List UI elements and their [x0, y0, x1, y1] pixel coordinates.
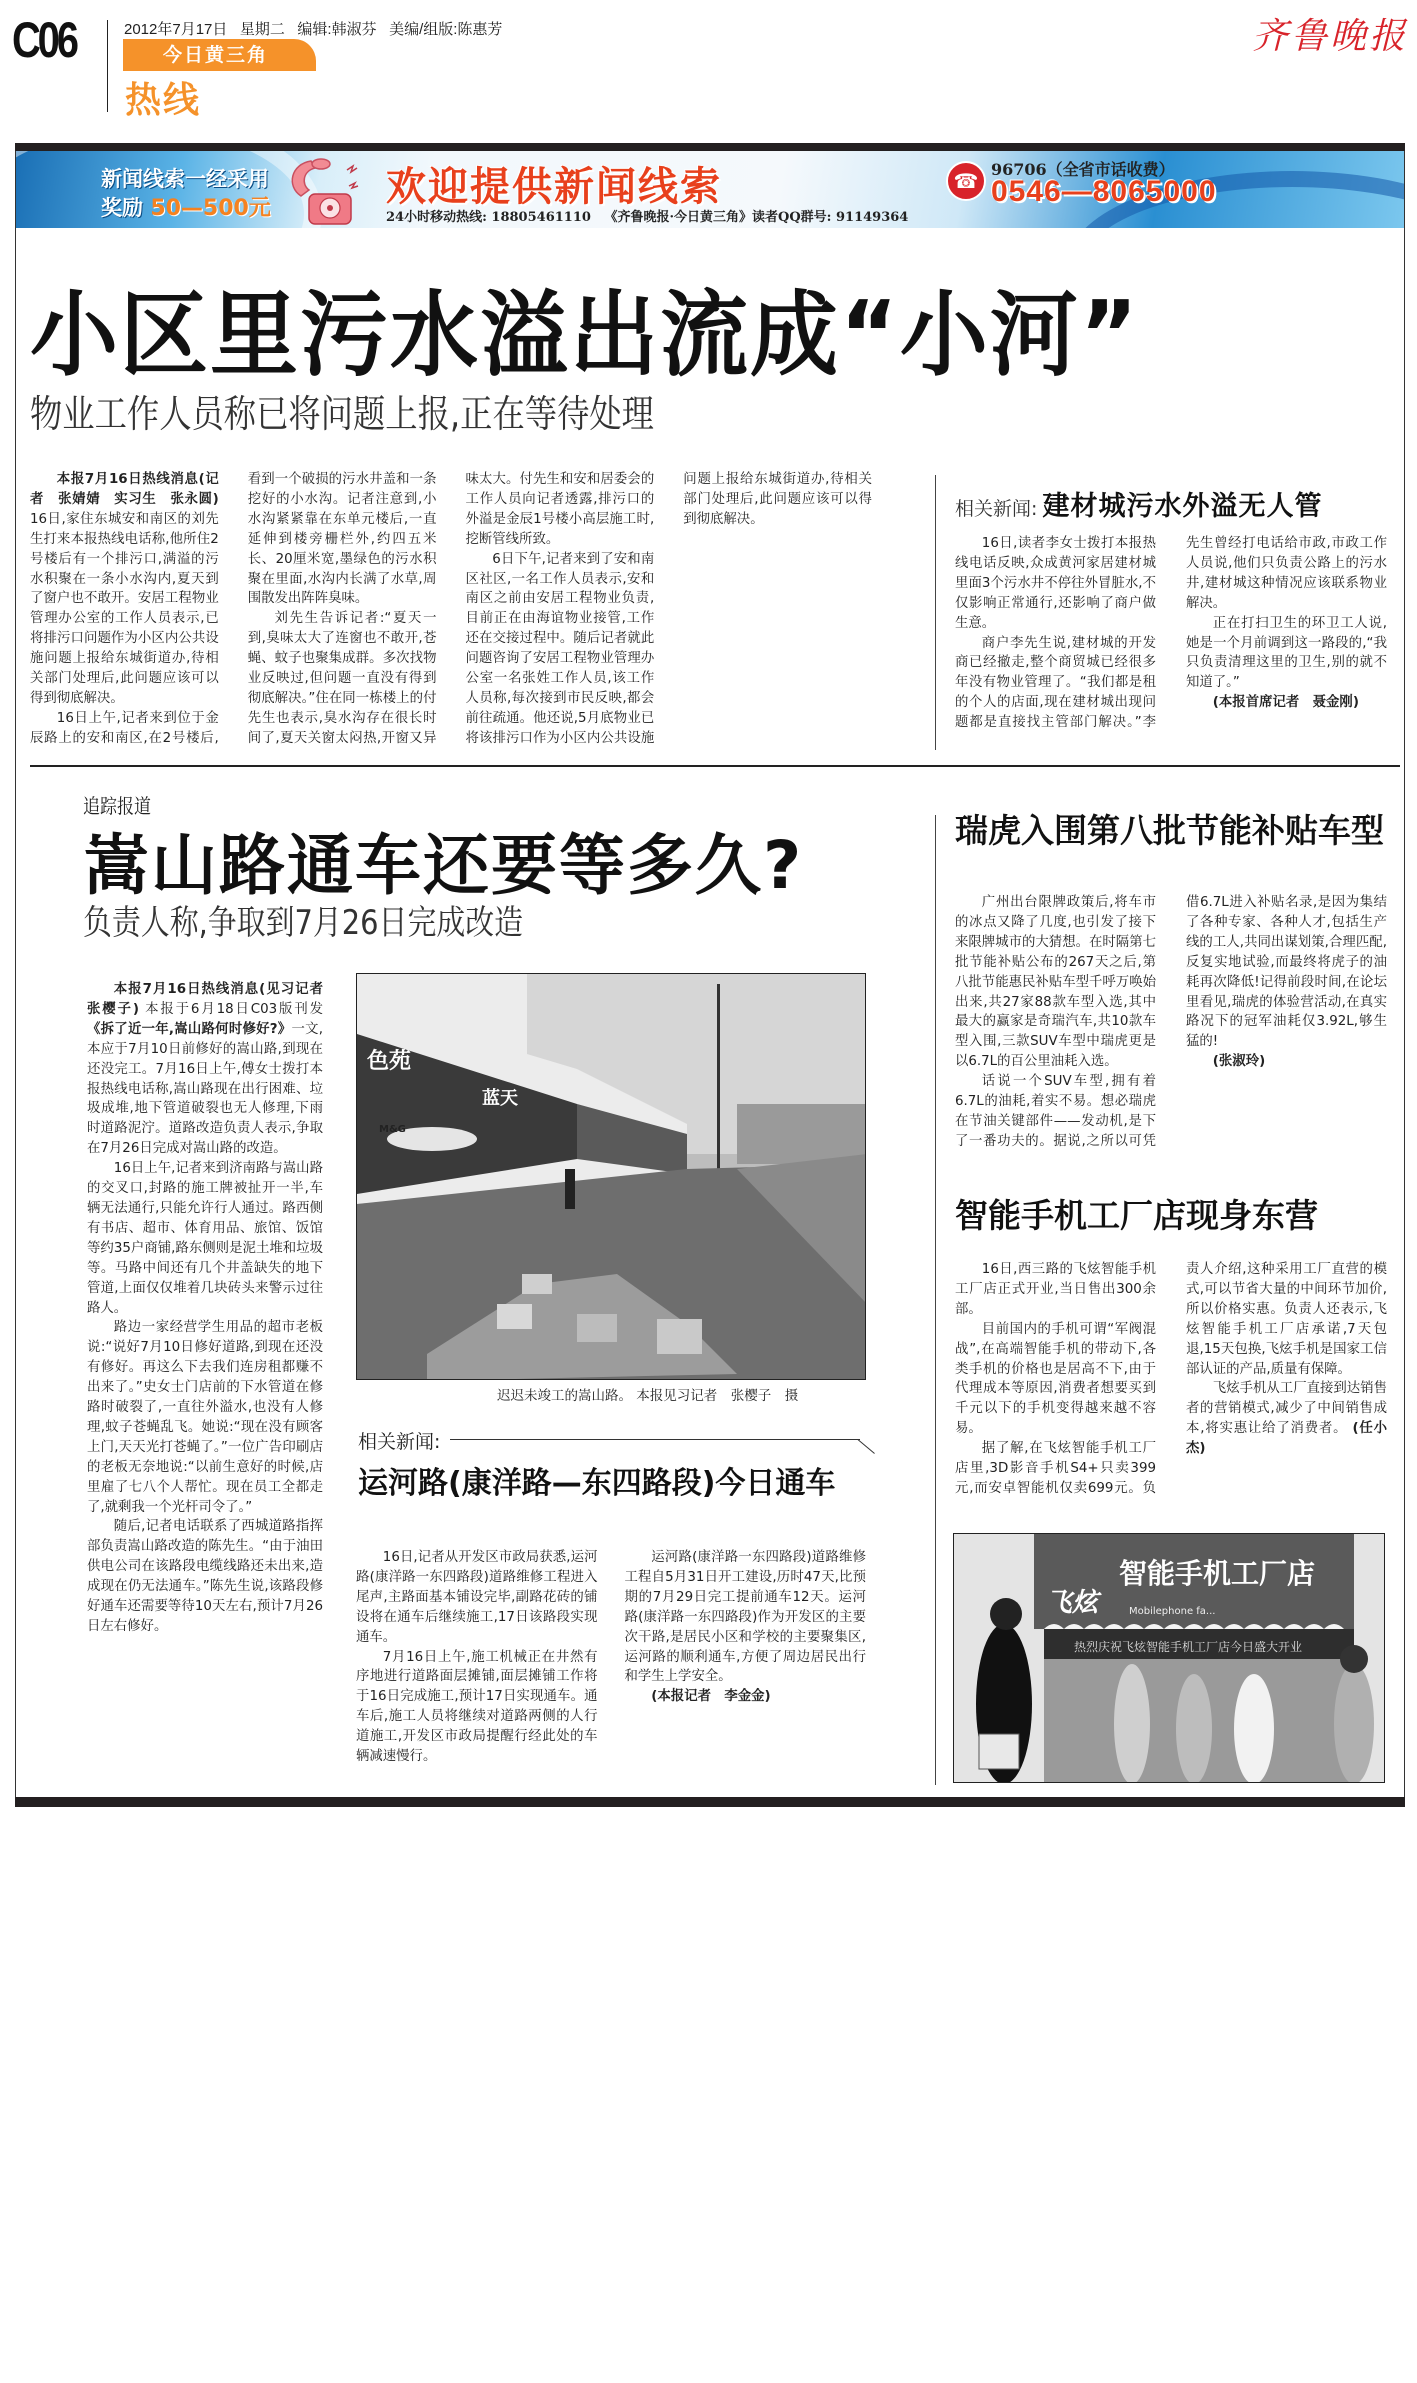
related2-paragraph: 运河路(康洋路一东四路段)道路维修工程自5月31日开工建设,历时47天,比预期的7月29日完工提前通车12天。运河路(康洋路一东四路段)作为开发区的主要次干路,是居民小区和学校的主要聚集区,运河路的顺利通车,方便了周边居民出行和学生上学安全。 — [624, 1550, 866, 1685]
shop-sign-text: 蓝天 — [482, 1088, 518, 1109]
related1-body — [955, 534, 1387, 752]
story4-paragraph: 16日,西三路的飞炫智能手机工厂店正式开业,当日售出300余部。 — [955, 1262, 1156, 1317]
related2-title: 运河路(康洋路—东四路段)今日通车 — [358, 1466, 836, 1501]
related1-credit: (本报首席记者 聂金刚) — [1212, 695, 1359, 711]
top-rule — [15, 143, 1405, 151]
story2-byline: 本报7月16日热线消息(见习记者 张樱子) — [87, 982, 337, 1017]
shop-sign-text: M&G — [379, 1124, 406, 1135]
related2-paragraph: 7月16日上午,施工机械正在井然有序地进行道路面层摊铺,面层摊铺工作将于16日完成施工,预计17日实现通车。通车后,施工人员将继续对道路两侧的人行道施工,开发区市政局提醒行经此处的车辆减速慢行。 — [356, 1649, 598, 1765]
story1-paragraph: 刘先生告诉记者:“夏天一到,臭味太大了连窗也不敢开,苍蝇、蚊子也聚集成群。多次找物业反映过,但问题一直没有得到彻底解决。”住在同一栋楼上的付先生也表示,臭水沟存在很长时间了,夏天关窗太闷热,开窗又异味太大。付先生和安和居委会的工作人员向记者透露,排污口的外溢是金辰1号楼小高层施工时,挖断管线所致。 — [247, 472, 655, 746]
story3-paragraph: 话说一个SUV车型,拥有着6.7L的油耗,着实不易。想必瑞虎在节油关键部件——发动机,是下了一番功夫的。据说,之所以可凭借6.7L进入补贴名录,是因为集结了各种专家、各种人才,包括生产线的工人,共同出谋划策,合理匹配,反复实地试验,而最终将虎子的油耗再次降低!记得前段时间,在论坛里看见,瑞虎的体验营活动,在真实路况下的冠军油耗仅3.92L,够生猛的! — [955, 895, 1387, 1149]
related-news-rule — [450, 1439, 860, 1440]
reward-amount-line — [101, 191, 271, 222]
story4-paragraph: 目前国内的手机可谓“军阀混战”,在高端智能手机的带动下,各类手机的价格也是居高不下,由于代理成本等原因,消费者想要买到千元以下的手机变得越来越不容易。 — [955, 1321, 1156, 1437]
story2-paragraph: 一文,本应于7月10日前修好的嵩山路,到现在还没完工。7月16日上午,傅女士拨打本报热线电话称,嵩山路现在出行困难、垃圾成堆,地下管道破裂也无人修理,下雨时道路泥泞。道路改造负责人表示,争取在7月26日完成对嵩山路的改造。 — [87, 1021, 323, 1157]
story3-credit: (张淑玲) — [1212, 1054, 1266, 1070]
bottom-rule — [15, 1797, 1405, 1807]
story3-body — [955, 893, 1387, 1155]
related1-paragraph: 16日,读者李女士拨打本报热线电话反映,众成黄河家居建材城里面3个污水井不停往外冒脏水,不仅影响正常通行,还影响了商户做生意。 — [955, 536, 1156, 631]
related1-title: 建材城污水外溢无人管 — [1042, 491, 1323, 522]
story4-paragraph: 据了解,在飞炫智能手机工厂店里,3D影音手机S4+只卖399元,而安卓智能机仅卖699元。负责人介绍,这种采用工厂直营的模式,可以节省大量的中间环节加价,所以价格实惠。负责人还表示,飞炫智能手机工厂店承诺,7天包退,15天包换,飞炫手机是国家工信部认证的产品,质量有保障。 — [955, 1262, 1387, 1496]
related2-credit: (本报记者 李金金) — [651, 1689, 771, 1705]
story2-ref-prefix: 本报于6月18日C03版刊发 — [145, 1001, 323, 1017]
section-title: 热线 — [125, 80, 202, 121]
story1-paragraph: 6日下午,记者来到了安和南区社区,一名工作人员表示,安和南区之前由安居工程物业负责,目前正在由海谊物业接管,工作还在交接过程中。随后记者就此问题咨询了安居工程物业管理办公室一名张姓工作人员,该工作人员称,每次接到市民反映,都会前往疏通。他还说,5月底物业已将该排污口作为小区内公共设施问题上报给东城街道办,待相关部门处理后,此问题应该可以得到彻底解决。 — [465, 472, 872, 746]
road-photo-image — [357, 974, 866, 1380]
reward-prefix: 奖励 — [101, 196, 143, 220]
story1-byline: 本报7月16日热线消息(记者 张婧婧 实习生 张永圆) — [30, 472, 219, 507]
story1-subhead: 物业工作人员称已将问题上报,正在等待处理 — [30, 392, 654, 436]
story2-ref-title: 《拆了近一年,嵩山路何时修好?》 — [87, 1021, 292, 1037]
story1-paragraph: 16日,家住东城安和南区的刘先生打来本报热线电话称,他所住2号楼后有一个排污口,满溢的污水积聚在一条小水沟内,夏天到了窗户也不敢开。安居工程物业管理办公室的工作人员表示,已将排污口问题作为小区内公共设施问题上报给东城街道办,待相关部门处理后,此问题应该可以得到彻底解决。 — [30, 511, 219, 706]
story4-body — [955, 1260, 1387, 1508]
related-news-label: 相关新闻: — [358, 1431, 441, 1453]
related1-paragraph: 商户李先生说,建材城的开发商已经撤走,整个商贸城已经很多年没有物业管理了。“我们都是租的个人的店面,现在建材城出现问题都是直接找主管部门解决。”李先生曾经打电话给市政,市政工作人员说,他们只负责公路上的污水井,建材城这种情况应该联系物业解决。 — [955, 536, 1387, 731]
section-tab: 今日黄三角 — [123, 39, 316, 71]
related2-paragraph: 16日,记者从开发区市政局获悉,运河路(康洋路一东四路段)道路维修工程进入尾声,主路面基本铺设完毕,副路花砖的铺设将在通车后继续施工,17日该路段实现通车。 — [356, 1550, 598, 1645]
story3-headline: 瑞虎入围第八批节能补贴车型 — [955, 811, 1384, 850]
story4-headline: 智能手机工厂店现身东营 — [955, 1196, 1318, 1235]
store-sign-text: Mobilephone fa... — [1129, 1606, 1216, 1617]
newspaper-logo: 齐鲁晚报 — [1252, 16, 1409, 57]
story2-paragraph: 16日上午,记者来到济南路与嵩山路的交叉口,封路的施工牌被扯开一半,车辆无法通行,只能允许行人通过。路西侧有书店、超市、体育用品、旅馆、饭馆等约35户商铺,路东侧则是泥土堆和垃圾等。马路中间还有几个井盖缺失的地下管道,上面仅仅堆着几块砖头来警示过往路人。 — [87, 1161, 323, 1316]
story1-paragraph: 16日上午,记者来到位于金辰路上的安和南区,在2号楼后,看到一个破损的污水井盖和一条挖好的小水沟。记者注意到,小水沟紧紧靠在东单元楼后,一直延伸到楼旁栅栏外,约四五米长、20厘米宽,墨绿色的污水积聚在里面,水沟内长满了水草,周围散发出阵阵臭味。 — [30, 472, 437, 746]
store-sign-text: 飞炫 — [1046, 1588, 1099, 1618]
story4-credit: (任小杰) — [1186, 1421, 1387, 1457]
story3-paragraph: 广州出台限牌政策后,将车市的冰点又降了几度,也引发了接下来限牌城市的大猜想。在时隔第七批节能补贴公布的267天之后,第八批节能惠民补贴车型千呼万唤始出来,共27家88款车型入选,其中最大的赢家是奇瑞汽车,共10款车型入围,三款SUV车型中瑞虎更是以6.7L的百公里油耗入选。 — [955, 895, 1156, 1070]
reward-line: 新闻线索一经采用 — [101, 167, 269, 191]
related1-paragraph: 正在打扫卫生的环卫工人说,她是一个月前调到这一路段的,“我只负责清理这里的卫生,别的就不知道了。” — [1186, 615, 1387, 691]
store-banner-text: 热烈庆祝飞炫智能手机工厂店今日盛大开业 — [1074, 1640, 1303, 1654]
road-construction-photo — [356, 973, 866, 1380]
phone-number: 0546—8065000 — [991, 175, 1217, 208]
phone-store-photo — [953, 1533, 1385, 1783]
story1-headline: 小区里污水溢出流成“小河” — [30, 280, 1140, 390]
story2-subhead: 负责人称,争取到7月26日完成改造 — [83, 903, 524, 943]
masthead-divider — [107, 20, 108, 112]
story2-paragraph: 路边一家经营学生用品的超市老板说:“说好7月10日修好道路,到现在还没有修好。再这么下去我们连房租都赚不出来了。”史女士门店前的下水管道在修路时破裂了,一直往外溢水,也没有人修理,蚊子苍蝇乱飞。她说:“现在没有顾客上门,天天光打苍蝇了。”一位广告印刷店的老板无奈地说:“以前生意好的时候,店里雇了七八个人帮忙。现在员工全都走了,就剩我一个光杆司令了。” — [87, 1320, 323, 1515]
shop-sign-text: 色苑 — [367, 1049, 412, 1074]
hotline-info: 24小时移动热线: 18805461110 《齐鲁晚报·今日黄三角》读者QQ群号: 91149364 — [386, 210, 909, 225]
story2-body — [87, 980, 337, 1637]
store-sign-text: 智能手机工厂店 — [1119, 1557, 1316, 1590]
story1-body — [30, 470, 872, 752]
story2-paragraph: 随后,记者电话联系了西城道路指挥部负责嵩山路改造的陈先生。“由于油田供电公司在该路段电缆线路还未出来,造成现在仍无法通车。”陈先生说,该路段修好通车还需要等待10天左右,预计7月26日左右修好。 — [87, 1519, 323, 1634]
welcome-slogan: 欢迎提供新闻线索 — [386, 164, 722, 210]
news-tip-banner — [16, 151, 1404, 228]
story4-paragraph: 飞炫手机从工厂直接到达销售者的营销模式,减少了中间销售成本,将实惠让给了消费者。 — [1186, 1381, 1387, 1437]
phone-service-note: 96706（全省市话收费） — [991, 160, 1175, 179]
related-news-label: 相关新闻: — [955, 498, 1038, 520]
page-number: C06 — [12, 12, 76, 68]
related2-body — [356, 1548, 866, 1786]
column-divider — [935, 475, 936, 750]
story2-headline: 嵩山路通车还要等多久? — [83, 827, 804, 904]
story2-kicker: 追踪报道 — [83, 794, 151, 818]
reward-amount: 50—500元 — [150, 196, 271, 221]
column-divider — [935, 815, 936, 1785]
telephone-badge-icon: ☎ — [946, 161, 986, 201]
retro-phone-icon — [281, 156, 371, 226]
dateline: 2012年7月17日 星期二 编辑:韩淑芬 美编/组版:陈惠芳 — [124, 21, 503, 38]
related1-heading — [955, 484, 1323, 523]
section-rule — [30, 765, 1400, 767]
road-photo-caption: 迟迟未竣工的嵩山路。 本报见习记者 张樱子 摄 — [497, 1388, 799, 1404]
